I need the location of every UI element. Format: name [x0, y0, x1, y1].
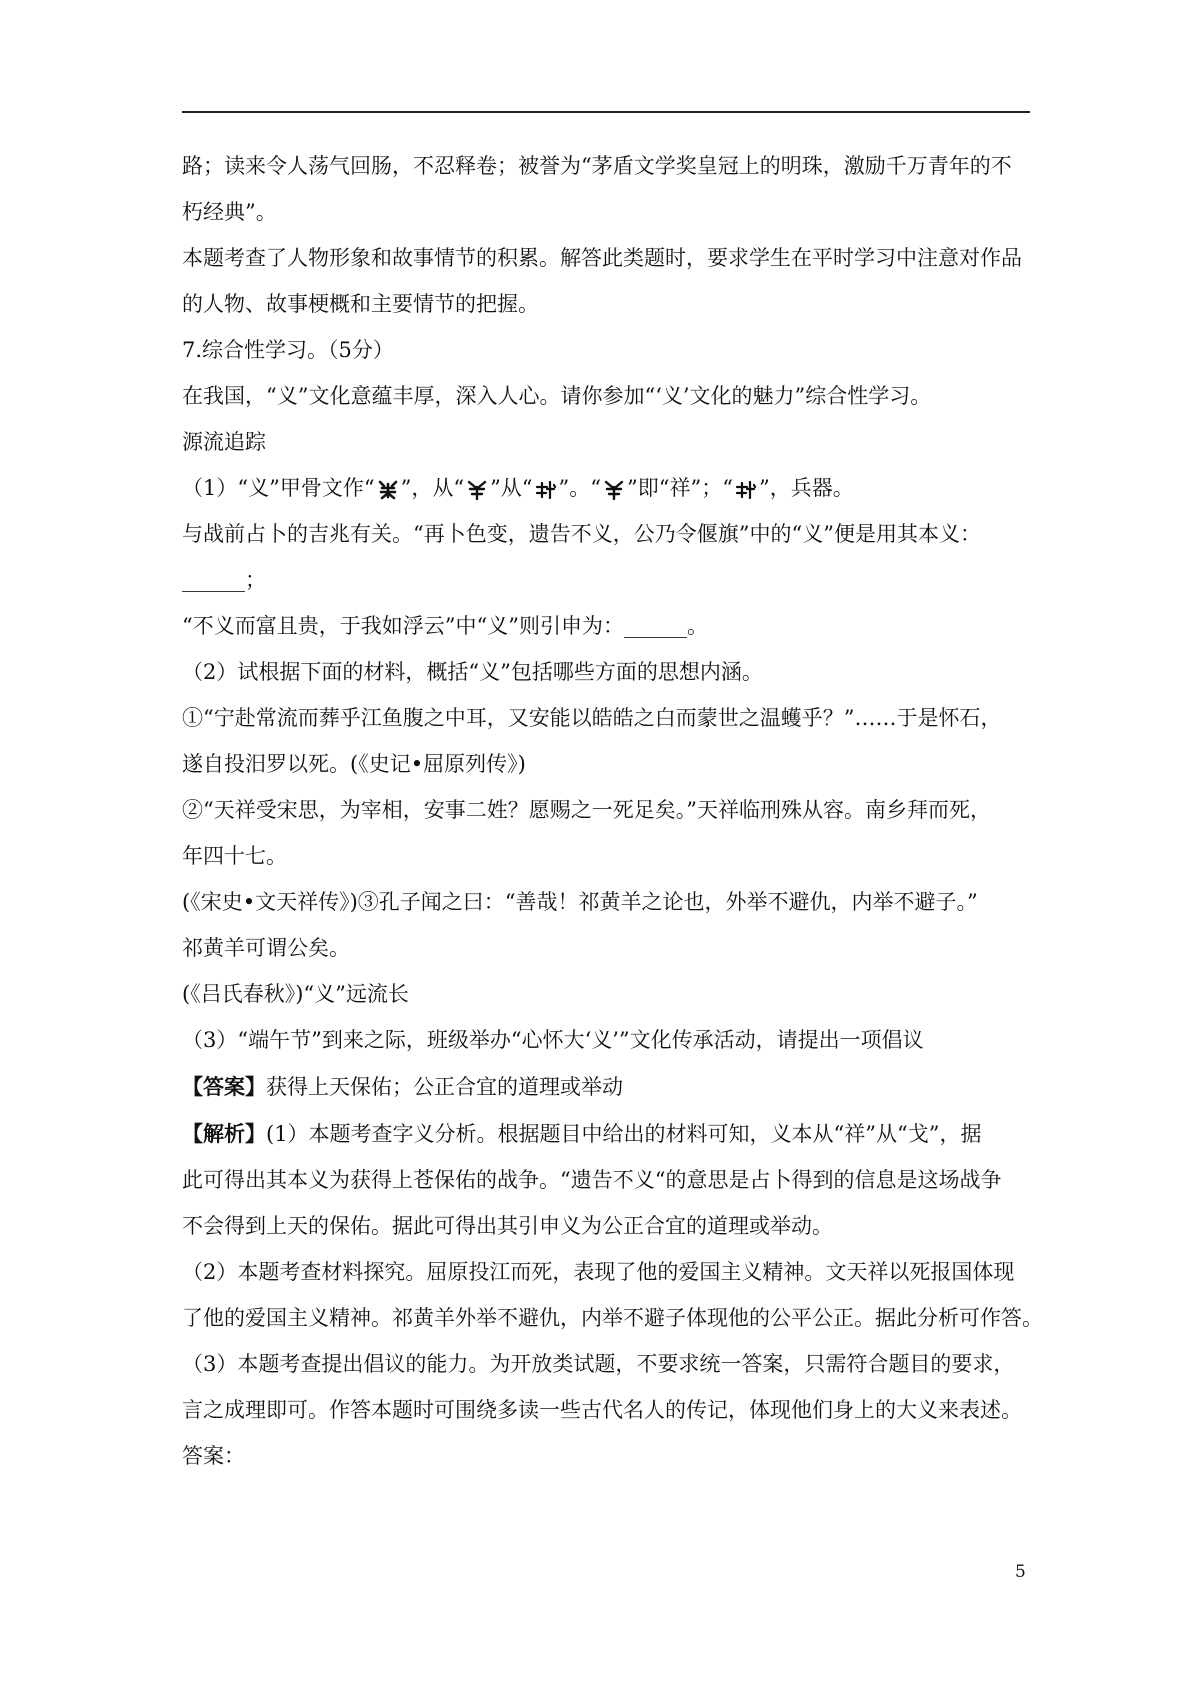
oracle-text-6: ”，兵器。	[758, 476, 854, 500]
text-line: 的人物、故事梗概和主要情节的把握。	[182, 292, 539, 316]
question-intro: 在我国，“义”文化意蕴丰厚，深入人心。请你参加“‘义’文化的魅力”综合性学习。	[182, 384, 932, 408]
text-line: （2）试根据下面的材料，概括“义”包括哪些方面的思想内涵。	[182, 660, 763, 684]
oracle-text-1: （1）“义”甲骨文作“	[182, 476, 375, 500]
analysis-line: 了他的爱国主义精神。祁黄羊外举不避仇，内举不避子体现他的公平公正。据此分析可作答。	[182, 1306, 1043, 1330]
material-2-line: 年四十七。	[182, 844, 287, 868]
analysis-line: （2）本题考查材料探究。屈原投江而死，表现了他的爱国主义精神。文天祥以死报国体现	[182, 1260, 1015, 1284]
text-line: （3）“端午节”到来之际，班级举办“心怀大‘义’”文化传承活动，请提出一项倡议	[182, 1028, 924, 1052]
oracle-text-5: ”即“祥”；“	[627, 476, 733, 500]
text-line: 本题考查了人物形象和故事情节的积累。解答此类题时，要求学生在平时学习中注意对作品	[182, 246, 1022, 270]
question-title: 7.综合性学习。（5分）	[182, 338, 394, 362]
analysis-text: (1）本题考查字义分析。根据题目中给出的材料可知，义本从“祥”从“戈”，据	[266, 1122, 982, 1146]
section-heading: 源流追踪	[182, 430, 266, 454]
ge-oracle-glyph-icon	[734, 479, 758, 501]
analysis-label: 【解析】	[182, 1121, 266, 1146]
material-3-line: (《宋史•文天祥传》)③孔子闻之曰：“善哉！祁黄羊之论也，外举不避仇，内举不避子。”	[182, 890, 978, 914]
answer-label: 【答案】	[182, 1074, 266, 1099]
yi-oracle-glyph-icon	[376, 479, 400, 501]
ge-oracle-glyph-icon	[534, 479, 558, 501]
answer-line	[182, 1068, 1030, 1106]
text-line: 与战前占卜的吉兆有关。“再卜色变，遗告不义，公乃令偃旗”中的“义”便是用其本义：	[182, 522, 981, 546]
material-3-line: 祁黄羊可谓公矣。	[182, 936, 350, 960]
material-1-line: ①“宁赴常流而葬乎江鱼腹之中耳，又安能以皓皓之白而蒙世之温蠖乎？”……于是怀石，	[182, 706, 1002, 730]
analysis-line: 言之成理即可。作答本题时可围绕多读一些古代名人的传记，体现他们身上的大义来表述。	[182, 1398, 1022, 1422]
answer-blank: ______；	[182, 568, 266, 592]
analysis-line	[182, 1115, 1030, 1153]
text-line: 路；读来令人荡气回肠，不忍释卷；被誉为“茅盾文学奖皇冠上的明珠，激励千万青年的不	[182, 154, 1012, 178]
analysis-line: 答案：	[182, 1444, 245, 1468]
xiang-oracle-glyph-icon	[602, 479, 626, 501]
material-2-line: ②“天祥受宋思，为宰相，安事二姓？愿赐之一死足矣。”天祥临刑殊从容。南乡拜而死，	[182, 798, 991, 822]
answer-text: 获得上天保佑；公正合宜的道理或举动	[266, 1075, 623, 1099]
oracle-text-2: ”，从“	[400, 476, 465, 500]
oracle-text-3: ”从“	[490, 476, 533, 500]
analysis-line: （3）本题考查提出倡议的能力。为开放类试题，不要求统一答案，只需符合题目的要求，	[182, 1352, 1015, 1376]
section-heading: (《吕氏春秋》)“义”远流长	[182, 982, 409, 1006]
oracle-text-4: ”。“	[558, 476, 602, 500]
text-line: “不义而富且贵，于我如浮云”中“义”则引申为：______。	[182, 614, 708, 638]
page-number: 5	[1015, 1562, 1026, 1582]
xiang-oracle-glyph-icon	[465, 479, 489, 501]
analysis-line: 此可得出其本义为获得上苍保佑的战争。“遗告不义“的意思是占卜得到的信息是这场战争	[182, 1168, 1002, 1192]
page-content	[182, 148, 1043, 1484]
oracle-line	[182, 470, 1030, 507]
text-line: 朽经典”。	[182, 200, 277, 224]
header-rule	[182, 111, 1030, 113]
analysis-line: 不会得到上天的保佑。据此可得出其引申义为公正合宜的道理或举动。	[182, 1214, 833, 1238]
material-1-line: 遂自投汨罗以死。(《史记•屈原列传》)	[182, 752, 526, 776]
